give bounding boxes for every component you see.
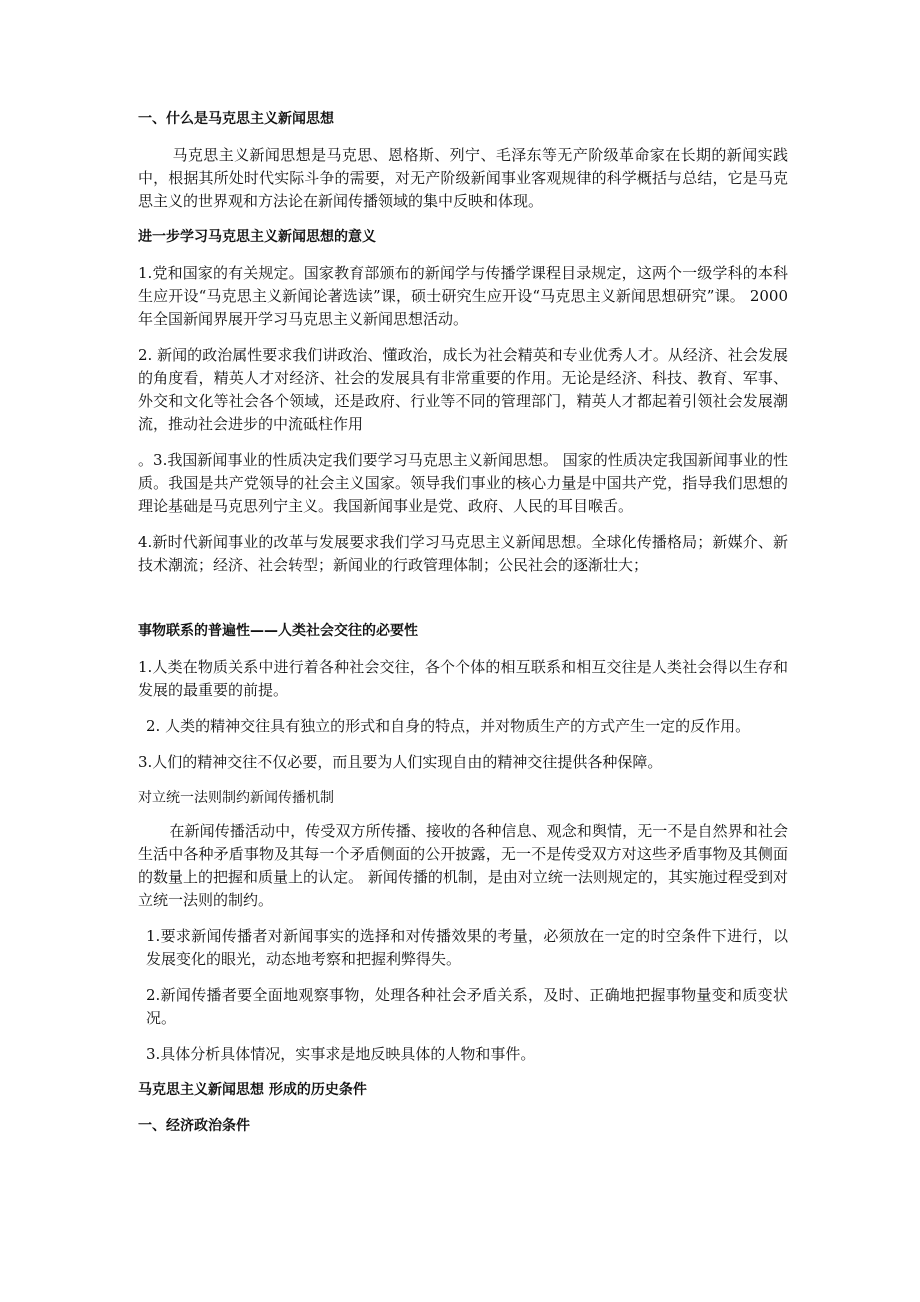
universality-item-3: 3.人们的精神交往不仅必要，而且要为人们实现自由的精神交往提供各种保障。 bbox=[138, 753, 663, 771]
section-heading-historical-conditions: 马克思主义新闻思想 形成的历史条件 bbox=[138, 1082, 367, 1098]
document-page bbox=[138, 108, 788, 1151]
universality-item-2: 2. 人类的精神交往具有独立的形式和自身的特点，并对物质生产的方式产生一定的反作用。 bbox=[146, 717, 751, 735]
definition-paragraph: 马克思主义新闻思想是马克思、恩格斯、列宁、毛泽东等无产阶级革命家在长期的新闻实践中，根据其所处时代实际斗争的需要，对无产阶级新闻事业客观规律的科学概括与总结，它是马克思主义的世界观和方法论在新闻传播领域的集中反映和体现。 bbox=[138, 146, 788, 210]
section-heading-universality-of-connection: 事物联系的普遍性——人类社会交往的必要性 bbox=[138, 623, 418, 639]
unity-of-opposites-item-1: 1.要求新闻传播者对新闻事实的选择和对传播效果的考量，必须放在一定的时空条件下进行，以发展变化的眼光，动态地考察和把握利弊得失。 bbox=[146, 927, 788, 968]
subsection-heading-economic-political: 一、经济政治条件 bbox=[138, 1118, 250, 1134]
section-heading-unity-of-opposites: 对立统一法则制约新闻传播机制 bbox=[138, 790, 334, 806]
section-heading-significance: 进一步学习马克思主义新闻思想的意义 bbox=[138, 229, 376, 245]
significance-item-3: 。3.我国新闻事业的性质决定我们要学习马克思主义新闻思想。 国家的性质决定我国新闻事业的性质。我国是共产党领导的社会主义国家。领导我们事业的核心力量是中国共产党，指导我们思想的理论基础是马克思列宁主义。我国新闻事业是党、政府、人民的耳目喉舌。 bbox=[138, 451, 788, 515]
unity-of-opposites-paragraph: 在新闻传播活动中，传受双方所传播、接收的各种信息、观念和舆情，无一不是自然界和社会生活中各种矛盾事物及其每一个矛盾侧面的公开披露，无一不是传受双方对这些矛盾事物及其侧面的数量上的把握和质量上的认定。 新闻传播的机制，是由对立统一法则规定的，其实施过程受到对立统一法则的制约。 bbox=[138, 822, 788, 909]
section-heading-what-is-marxist-journalism: 一、什么是马克思主义新闻思想 bbox=[138, 111, 334, 127]
significance-item-1: 1.党和国家的有关规定。国家教育部颁布的新闻学与传播学课程目录规定，这两个一级学科的本科生应开设“马克思主义新闻论著选读”课，硕士研究生应开设“马克思主义新闻思想研究”课。 2000年全国新闻界展开学习马克思主义新闻思想活动。 bbox=[138, 264, 788, 328]
significance-item-4: 4.新时代新闻事业的改革与发展要求我们学习马克思主义新闻思想。全球化传播格局；新媒介、新技术潮流；经济、社会转型；新闻业的行政管理体制；公民社会的逐渐壮大； bbox=[138, 533, 788, 574]
significance-item-2: 2. 新闻的政治属性要求我们讲政治、懂政治，成长为社会精英和专业优秀人才。从经济、社会发展的角度看，精英人才对经济、社会的发展具有非常重要的作用。无论是经济、科技、教育、军事、外交和文化等社会各个领域，还是政府、行业等不同的管理部门，精英人才都起着引领社会发展潮流，推动社会进步的中流砥柱作用 bbox=[138, 346, 788, 433]
unity-of-opposites-item-3: 3.具体分析具体情况，实事求是地反映具体的人物和事件。 bbox=[146, 1045, 536, 1063]
universality-item-1: 1.人类在物质关系中进行着各种社会交往，各个个体的相互联系和相互交往是人类社会得以生存和发展的最重要的前提。 bbox=[138, 658, 788, 699]
unity-of-opposites-item-2: 2.新闻传播者要全面地观察事物，处理各种社会矛盾关系，及时、正确地把握事物量变和质变状况。 bbox=[146, 986, 788, 1027]
section-spacer bbox=[138, 590, 788, 620]
